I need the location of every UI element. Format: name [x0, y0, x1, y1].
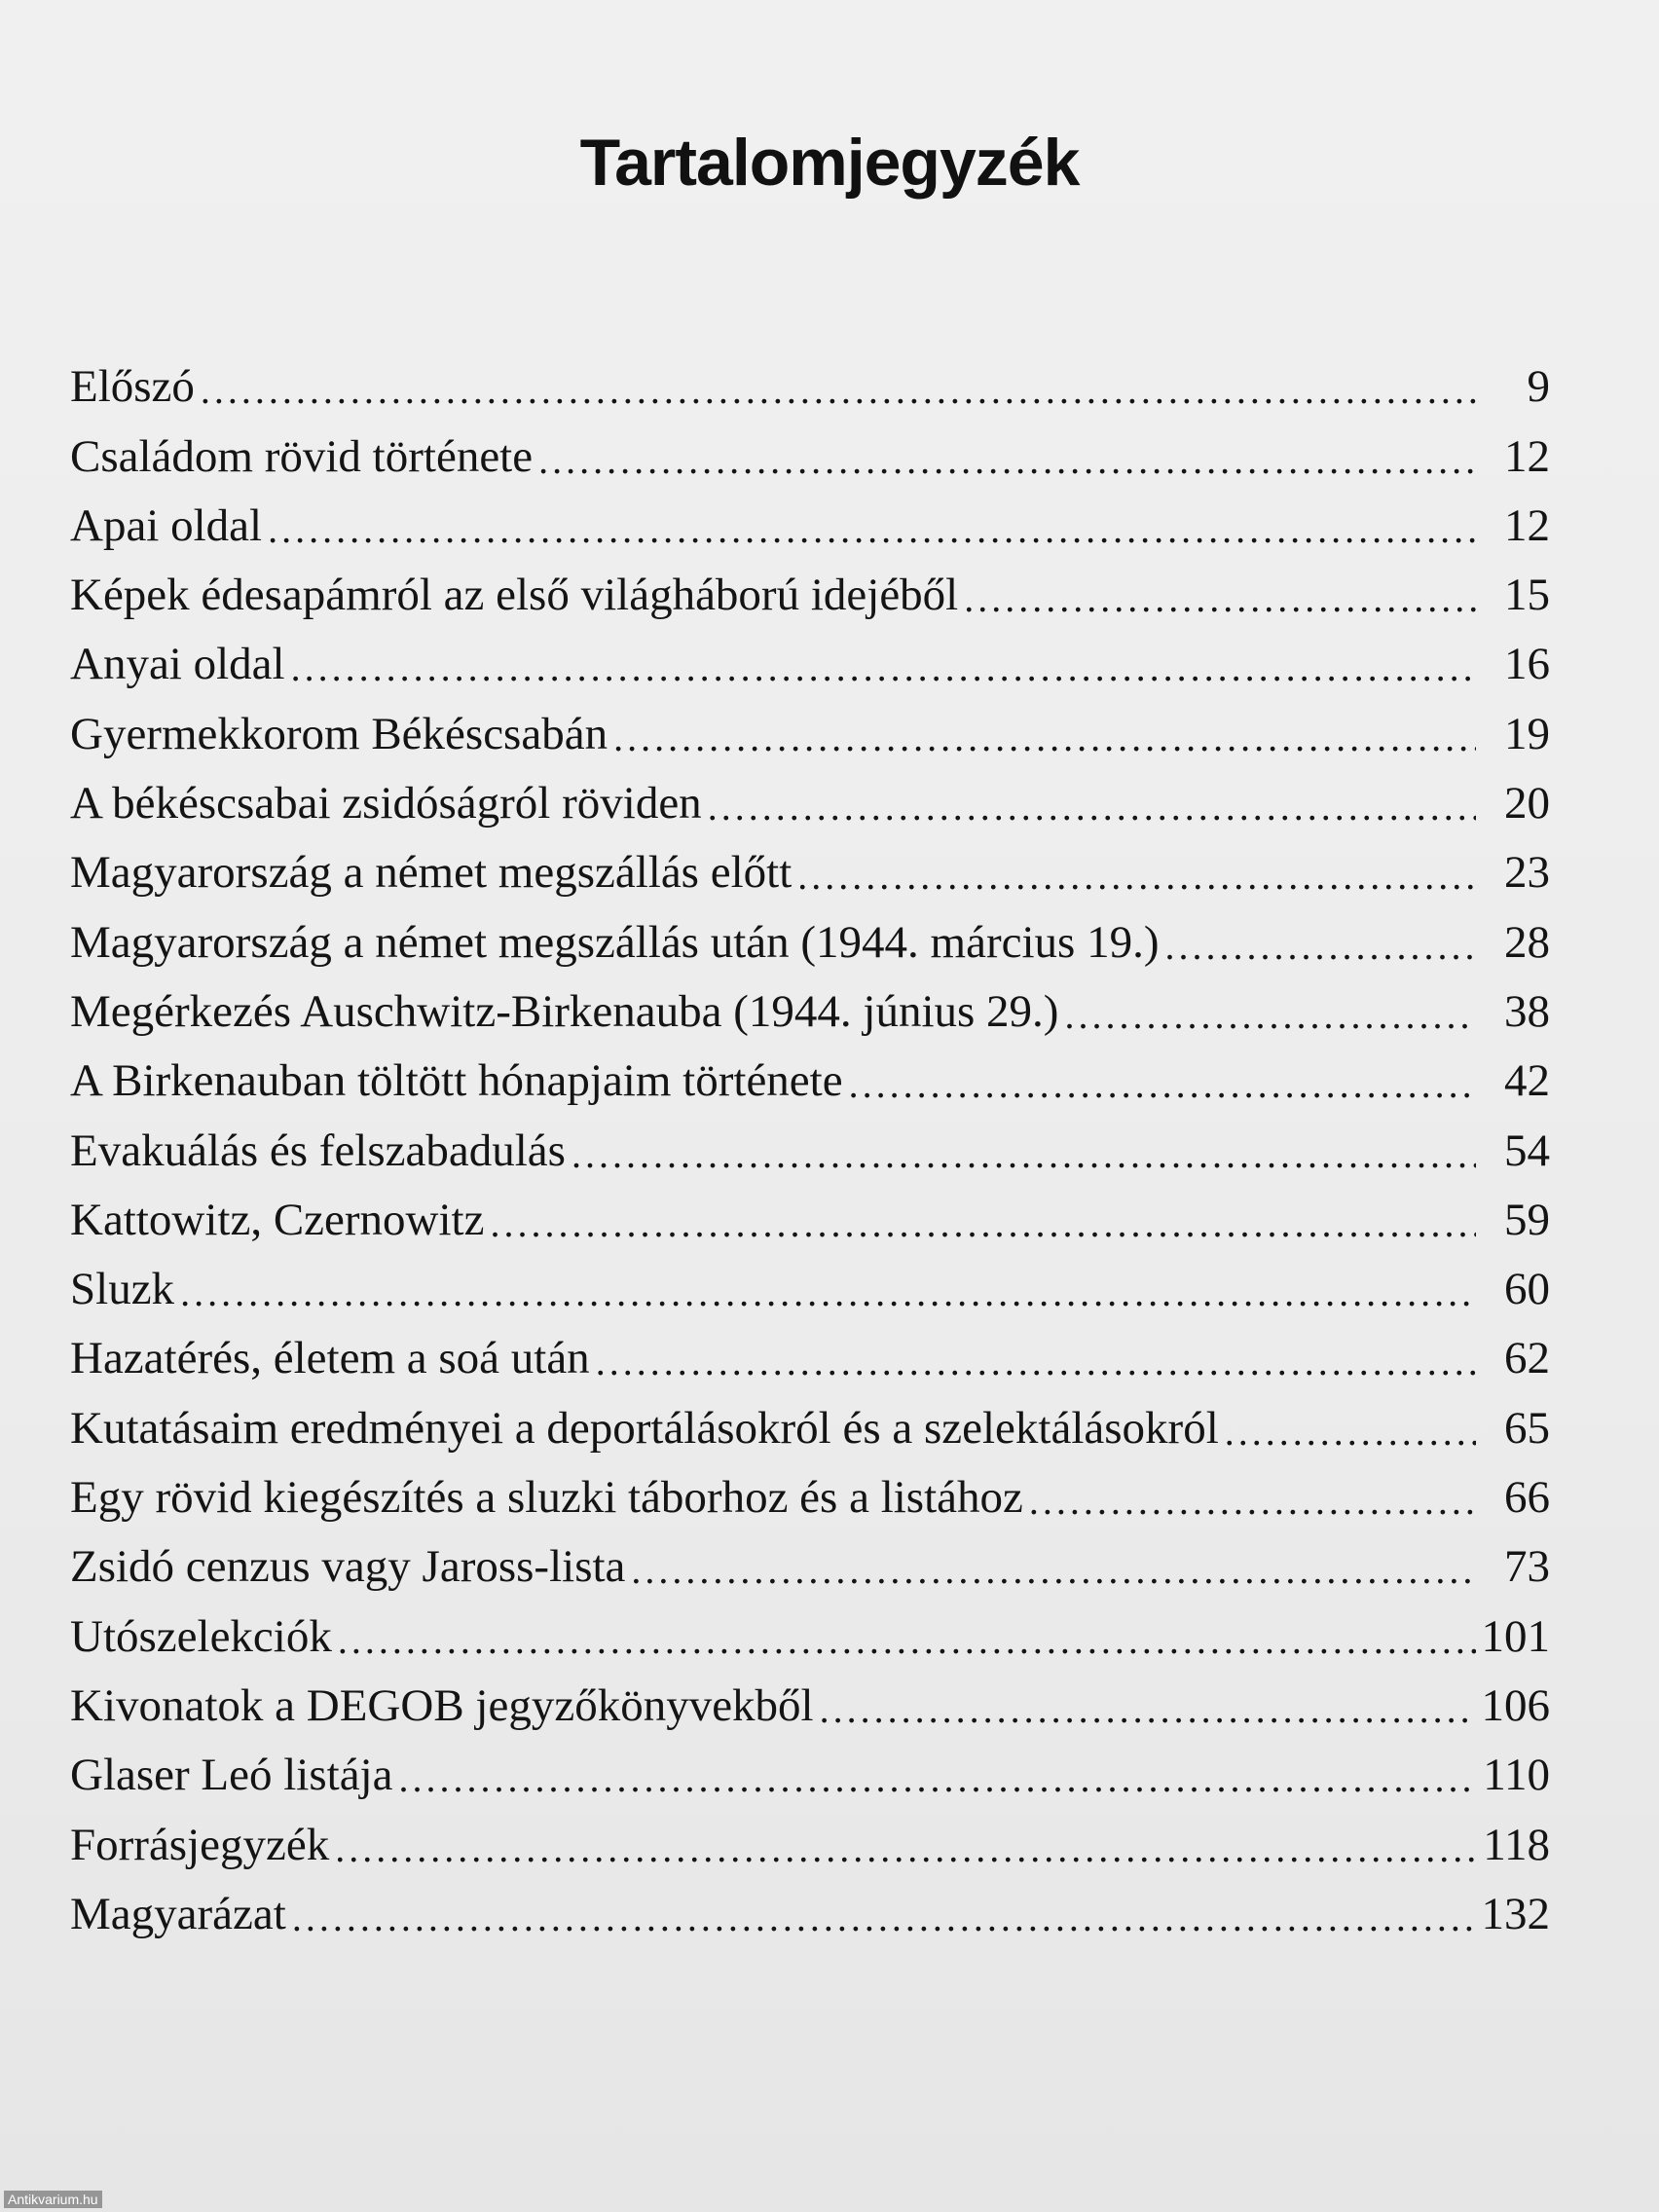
dot-leader [631, 1551, 1476, 1590]
dot-leader [338, 1621, 1476, 1660]
toc-entry [70, 1243, 1550, 1315]
toc-entry [70, 1452, 1550, 1524]
dot-leader [180, 1273, 1476, 1312]
toc-entry-title: Gyermekkorom Békéscsabán [70, 708, 608, 759]
watermark: Antikvarium.hu [4, 2191, 102, 2208]
toc-entry-title: Egy rövid kiegészítés a sluzki táborhoz és a listához [70, 1472, 1023, 1524]
toc-entry-title: Kutatásaim eredményei a deportálásokról és a szelektálásokról [70, 1402, 1219, 1454]
dot-leader [1029, 1482, 1476, 1521]
toc-entry-title: Kattowitz, Czernowitz [70, 1194, 485, 1245]
toc-entry-page-number: 65 [1504, 1402, 1550, 1454]
dot-leader [398, 1759, 1476, 1798]
dot-leader [964, 579, 1476, 618]
dot-leader [335, 1829, 1476, 1868]
toc-entry [70, 1521, 1550, 1593]
toc-entry-title: Apai oldal [70, 499, 263, 551]
toc-entry-title: Családom rövid története [70, 430, 534, 482]
toc-entry-title: Előszó [70, 361, 195, 413]
toc-entry [70, 1729, 1550, 1801]
toc-entry-page-number: 132 [1481, 1888, 1550, 1939]
toc-entry-page-number: 62 [1504, 1333, 1550, 1384]
toc-entry-page-number: 118 [1483, 1819, 1550, 1870]
toc-entry-page-number: 15 [1504, 570, 1550, 621]
dot-leader [820, 1690, 1476, 1729]
dot-leader [268, 510, 1476, 549]
toc-entry-page-number: 12 [1504, 499, 1550, 551]
toc-entry [70, 341, 1550, 413]
toc-entry [70, 757, 1550, 830]
toc-entry [70, 1798, 1550, 1870]
toc-entry [70, 827, 1550, 899]
toc-entry-page-number: 9 [1527, 361, 1550, 413]
toc-entry-title: A Birkenauban töltött hónapjaim története [70, 1055, 843, 1107]
page-title: Tartalomjegyzék [579, 126, 1080, 200]
toc-entry-page-number: 59 [1504, 1194, 1550, 1245]
toc-entry-page-number: 60 [1504, 1264, 1550, 1315]
dot-leader [292, 1899, 1476, 1937]
toc-entry-page-number: 73 [1504, 1541, 1550, 1593]
dot-leader [849, 1065, 1476, 1104]
dot-leader [291, 648, 1476, 687]
dot-leader [1164, 927, 1476, 966]
toc-entry-page-number: 66 [1504, 1472, 1550, 1524]
dot-leader [596, 1343, 1476, 1382]
toc-entry-page-number: 16 [1504, 639, 1550, 690]
toc-entry [70, 687, 1550, 759]
table-of-contents [70, 341, 1550, 1937]
toc-entry-title: Hazatérés, életem a soá után [70, 1333, 590, 1384]
dot-leader [538, 441, 1476, 480]
toc-entry-page-number: 20 [1504, 778, 1550, 830]
toc-entry [70, 410, 1550, 482]
toc-entry [70, 549, 1550, 621]
toc-entry-page-number: 12 [1504, 430, 1550, 482]
toc-entry [70, 1868, 1550, 1937]
toc-entry-title: Magyarország a német megszállás után (1944. március 19.) [70, 916, 1160, 968]
toc-entry-page-number: 101 [1481, 1610, 1550, 1662]
toc-entry-title: Forrásjegyzék [70, 1819, 330, 1870]
toc-entry-page-number: 110 [1483, 1750, 1550, 1801]
toc-entry-title: Anyai oldal [70, 639, 285, 690]
dot-leader [613, 719, 1476, 757]
toc-entry-page-number: 28 [1504, 916, 1550, 968]
toc-entry-page-number: 19 [1504, 708, 1550, 759]
toc-entry [70, 1104, 1550, 1176]
dot-leader [571, 1135, 1476, 1174]
toc-entry [70, 1174, 1550, 1243]
toc-entry-page-number: 42 [1504, 1055, 1550, 1107]
toc-entry-title: Evakuálás és felszabadulás [70, 1124, 566, 1176]
dot-leader [1064, 996, 1476, 1035]
toc-entry-title: A békéscsabai zsidóságról röviden [70, 778, 702, 830]
dot-leader [797, 857, 1476, 896]
dot-leader [708, 788, 1476, 827]
toc-entry-title: Magyarország a német megszállás előtt [70, 847, 793, 899]
toc-entry [70, 1660, 1550, 1729]
toc-entry [70, 618, 1550, 690]
toc-entry-title: Glaser Leó listája [70, 1750, 393, 1801]
toc-entry [70, 1382, 1550, 1454]
dot-leader [490, 1204, 1476, 1243]
toc-entry-page-number: 38 [1504, 985, 1550, 1037]
toc-entry-page-number: 54 [1504, 1124, 1550, 1176]
toc-entry-title: Magyarázat [70, 1888, 286, 1939]
toc-entry [70, 966, 1550, 1035]
toc-entry [70, 1035, 1550, 1107]
toc-entry [70, 896, 1550, 968]
toc-entry-page-number: 106 [1481, 1679, 1550, 1731]
toc-entry-title: Kivonatok a DEGOB jegyzőkönyvekből [70, 1679, 814, 1731]
toc-entry-title: Zsidó cenzus vagy Jaross-lista [70, 1541, 626, 1593]
toc-entry-title: Utószelekciók [70, 1610, 332, 1662]
toc-entry-page-number: 23 [1504, 847, 1550, 899]
toc-entry [70, 1312, 1550, 1382]
toc-entry [70, 480, 1550, 549]
toc-entry [70, 1590, 1550, 1662]
toc-entry-title: Megérkezés Auschwitz-Birkenauba (1944. június 29.) [70, 985, 1059, 1037]
dot-leader [201, 371, 1476, 410]
dot-leader [1225, 1413, 1476, 1452]
toc-entry-title: Sluzk [70, 1264, 175, 1315]
toc-entry-title: Képek édesapámról az első világháború idejéből [70, 570, 959, 621]
